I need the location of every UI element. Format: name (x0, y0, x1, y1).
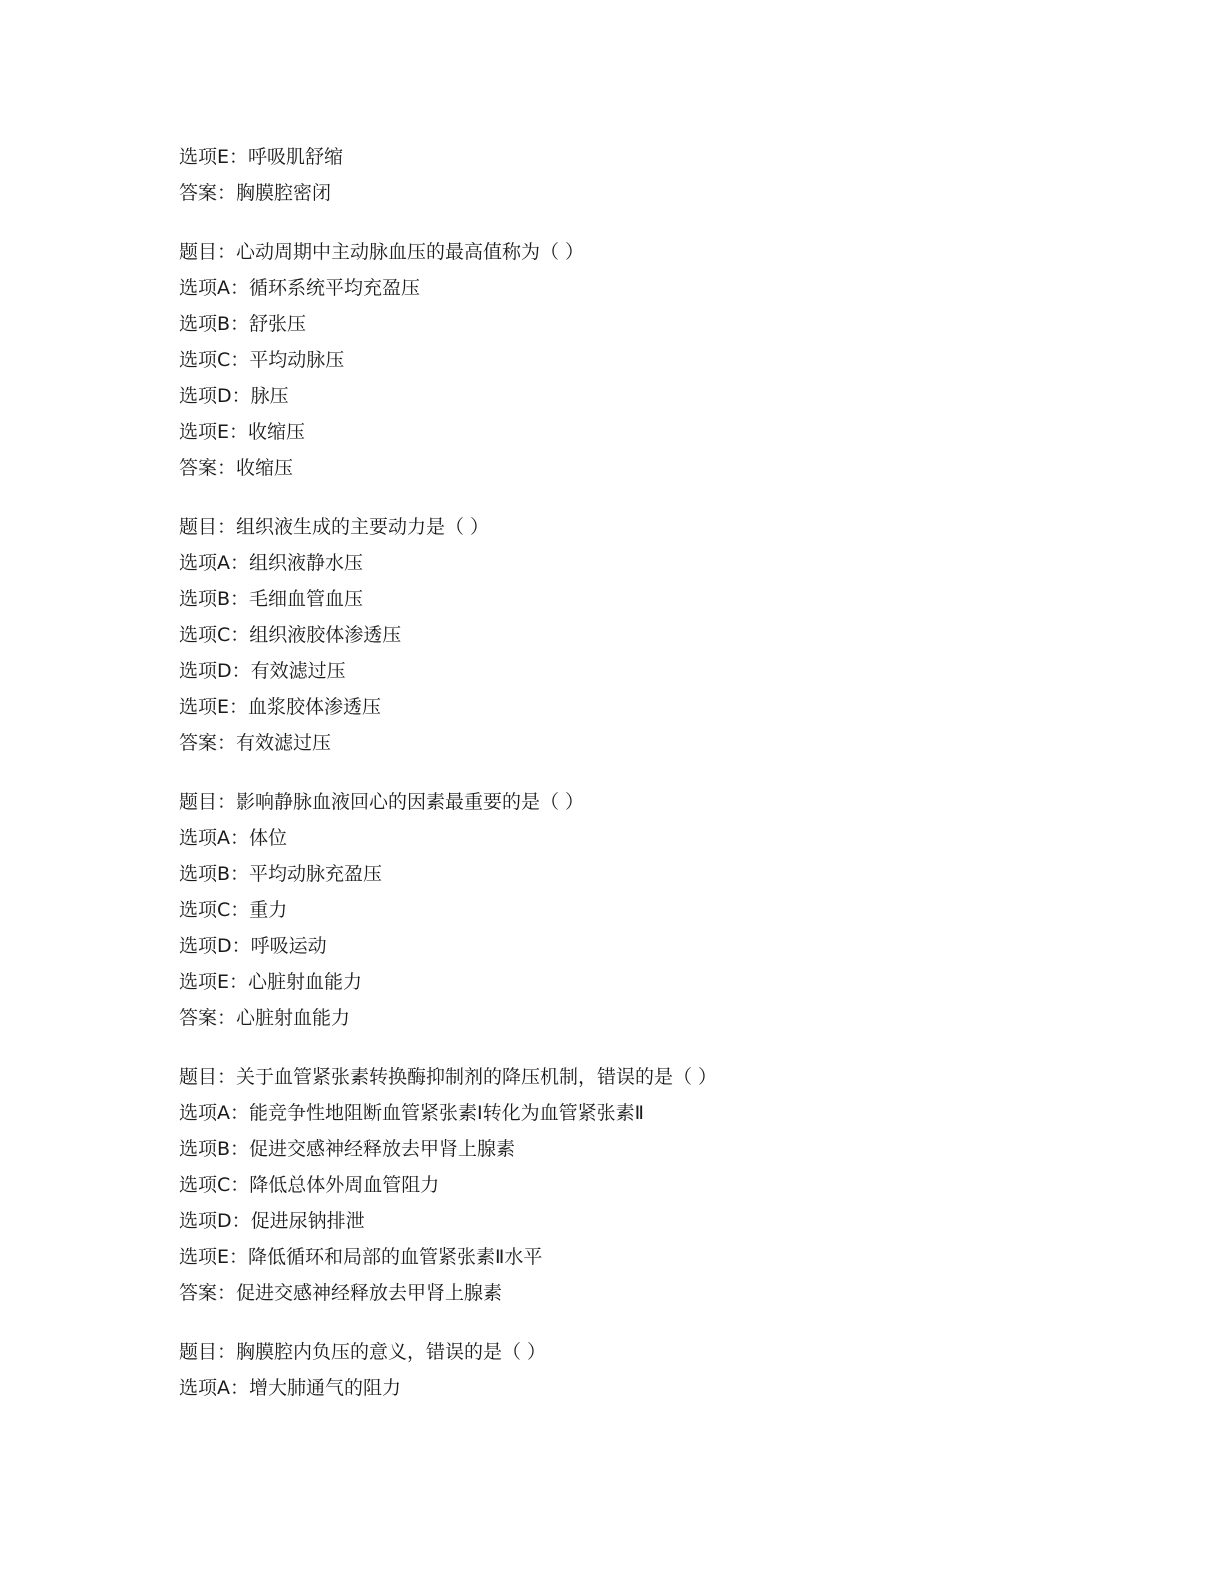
option-line: 选项E：心脏射血能力 (179, 971, 363, 993)
option-line: 选项A：组织液静水压 (179, 552, 363, 574)
option-line: 选项B：促进交感神经释放去甲肾上腺素 (179, 1138, 516, 1160)
question-line: 题目：心动周期中主动脉血压的最高值称为（ ） (179, 241, 585, 263)
question-line: 题目：胸膜腔内负压的意义，错误的是（ ） (179, 1341, 547, 1363)
answer-line: 答案：胸膜腔密闭 (179, 182, 332, 204)
option-line: 选项A：增大肺通气的阻力 (179, 1377, 401, 1399)
question-line: 题目：影响静脉血液回心的因素最重要的是（ ） (179, 791, 585, 813)
option-line: 选项C：重力 (179, 899, 288, 921)
question-line: 题目：组织液生成的主要动力是（ ） (179, 516, 490, 538)
option-line: 选项E：降低循环和局部的血管紧张素Ⅱ水平 (179, 1246, 543, 1268)
option-line: 选项A：循环系统平均充盈压 (179, 277, 420, 299)
option-line: 选项B：平均动脉充盈压 (179, 863, 383, 885)
option-line: 选项E：收缩压 (179, 421, 306, 443)
option-line: 选项D：有效滤过压 (179, 660, 346, 682)
option-line: 选项A：体位 (179, 827, 287, 849)
option-line: 选项E：血浆胶体渗透压 (179, 696, 382, 718)
answer-line: 答案：有效滤过压 (179, 732, 332, 754)
option-line: 选项D：促进尿钠排泄 (179, 1210, 365, 1232)
option-line: 选项B：舒张压 (179, 313, 307, 335)
answer-line: 答案：收缩压 (179, 457, 294, 479)
option-line: 选项C：组织液胶体渗透压 (179, 624, 402, 646)
answer-line: 答案：心脏射血能力 (179, 1007, 351, 1029)
answer-line: 答案：促进交感神经释放去甲肾上腺素 (179, 1282, 503, 1304)
option-line: 选项A：能竞争性地阻断血管紧张素Ⅰ转化为血管紧张素Ⅱ (179, 1102, 644, 1124)
option-line: 选项D：脉压 (179, 385, 289, 407)
option-line: 选项D：呼吸运动 (179, 935, 327, 957)
option-line: 选项C：降低总体外周血管阻力 (179, 1174, 440, 1196)
option-line: 选项E：呼吸肌舒缩 (179, 146, 344, 168)
option-line: 选项C：平均动脉压 (179, 349, 345, 371)
option-line: 选项B：毛细血管血压 (179, 588, 364, 610)
document-body (179, 139, 1139, 1406)
question-line: 题目：关于血管紧张素转换酶抑制剂的降压机制，错误的是（ ） (179, 1066, 718, 1088)
